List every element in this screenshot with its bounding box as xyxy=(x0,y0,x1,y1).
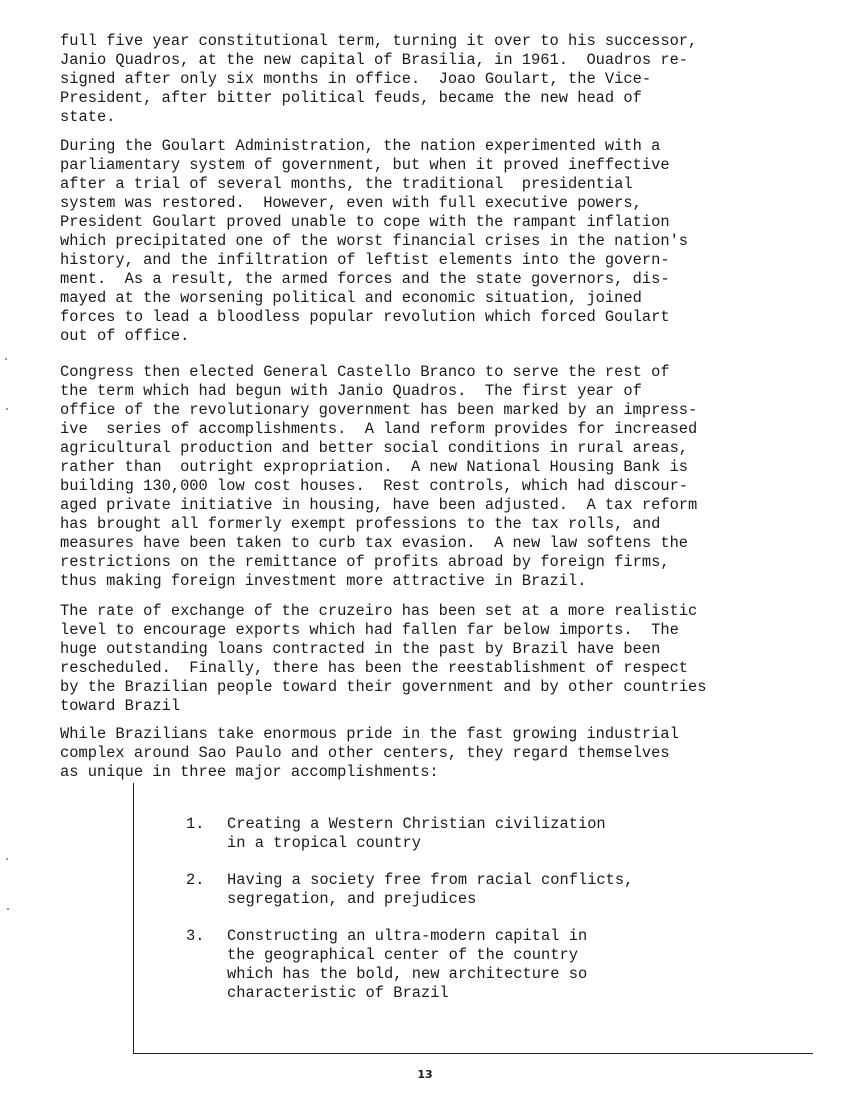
text-line: The rate of exchange of the cruzeiro has been set at a more realistic xyxy=(60,602,698,620)
text-line: ment. As a result, the armed forces and the state governors, dis- xyxy=(60,270,670,288)
text-line: While Brazilians take enormous pride in the fast growing industrial xyxy=(60,725,679,743)
text-line: President Goulart proved unable to cope with the rampant inflation xyxy=(60,213,670,231)
text-line: President, after bitter political feuds, became the new head of xyxy=(60,89,642,107)
scan-speck xyxy=(6,858,8,860)
list-item xyxy=(186,927,746,1003)
list-text-line: Having a society free from racial conflicts, xyxy=(227,871,634,889)
paragraph-4 xyxy=(60,602,780,716)
text-line: as unique in three major accomplishments: xyxy=(60,763,439,781)
list-text-line: which has the bold, new architecture so xyxy=(227,965,588,983)
text-line: history, and the infiltration of leftist elements into the govern- xyxy=(60,251,670,269)
list-number: 2. xyxy=(186,871,205,889)
scan-speck xyxy=(7,908,9,910)
list-number: 1. xyxy=(186,815,205,833)
text-line: During the Goulart Administration, the nation experimented with a xyxy=(60,137,661,155)
list-number: 3. xyxy=(186,927,205,945)
text-line: by the Brazilian people toward their government and by other countries xyxy=(60,678,707,696)
text-line: parliamentary system of government, but when it proved ineffective xyxy=(60,156,670,174)
text-line: ive series of accomplishments. A land reform provides for increased xyxy=(60,420,698,438)
list-text-line: characteristic of Brazil xyxy=(227,984,449,1002)
list-item xyxy=(186,871,746,909)
text-line: complex around Sao Paulo and other centers, they regard themselves xyxy=(60,744,670,762)
text-line: thus making foreign investment more attractive in Brazil. xyxy=(60,572,587,590)
scan-speck xyxy=(6,408,8,410)
text-line: signed after only six months in office. Joao Goulart, the Vice- xyxy=(60,70,652,88)
text-line: rather than outright expropriation. A new National Housing Bank is xyxy=(60,458,689,476)
text-line: Janio Quadros, at the new capital of Brasilia, in 1961. Ouadros re- xyxy=(60,51,689,69)
list-text-line: the geographical center of the country xyxy=(227,946,578,964)
scan-speck xyxy=(5,358,7,360)
list-text-line: Creating a Western Christian civilization xyxy=(227,815,606,833)
text-line: after a trial of several months, the traditional presidential xyxy=(60,175,633,193)
accomplishments-list xyxy=(186,815,746,1021)
text-line: restrictions on the remittance of profits abroad by foreign firms, xyxy=(60,553,670,571)
text-line: office of the revolutionary government has been marked by an impress- xyxy=(60,401,698,419)
text-line: aged private initiative in housing, have been adjusted. A tax reform xyxy=(60,496,698,514)
text-line: forces to lead a bloodless popular revolution which forced Goulart xyxy=(60,308,670,326)
box-bottom-rule xyxy=(133,1053,813,1054)
page-number: 13 xyxy=(417,1068,433,1081)
text-line: rescheduled. Finally, there has been the reestablishment of respect xyxy=(60,659,689,677)
text-line: state. xyxy=(60,108,116,126)
paragraph-1 xyxy=(60,32,780,127)
text-line: level to encourage exports which had fallen far below imports. The xyxy=(60,621,679,639)
text-line: building 130,000 low cost houses. Rest controls, which had discour- xyxy=(60,477,689,495)
text-line: full five year constitutional term, turning it over to his successor, xyxy=(60,32,698,50)
list-text-line: in a tropical country xyxy=(227,834,421,852)
text-line: system was restored. However, even with full executive powers, xyxy=(60,194,642,212)
list-text-line: segregation, and prejudices xyxy=(227,890,477,908)
text-line: mayed at the worsening political and economic situation, joined xyxy=(60,289,642,307)
text-line: measures have been taken to curb tax evasion. A new law softens the xyxy=(60,534,689,552)
text-line: out of office. xyxy=(60,327,190,345)
list-item xyxy=(186,815,746,853)
box-left-rule xyxy=(133,783,134,1053)
text-line: huge outstanding loans contracted in the past by Brazil have been xyxy=(60,640,661,658)
text-line: which precipitated one of the worst financial crises in the nation's xyxy=(60,232,689,250)
paragraph-3 xyxy=(60,363,780,591)
text-line: has brought all formerly exempt professions to the tax rolls, and xyxy=(60,515,661,533)
list-text-line: Constructing an ultra-modern capital in xyxy=(227,927,588,945)
paragraph-5 xyxy=(60,725,780,782)
text-line: Congress then elected General Castello Branco to serve the rest of xyxy=(60,363,670,381)
text-line: toward Brazil xyxy=(60,697,181,715)
paragraph-2 xyxy=(60,137,780,346)
text-line: the term which had begun with Janio Quadros. The first year of xyxy=(60,382,642,400)
text-line: agricultural production and better social conditions in rural areas, xyxy=(60,439,689,457)
